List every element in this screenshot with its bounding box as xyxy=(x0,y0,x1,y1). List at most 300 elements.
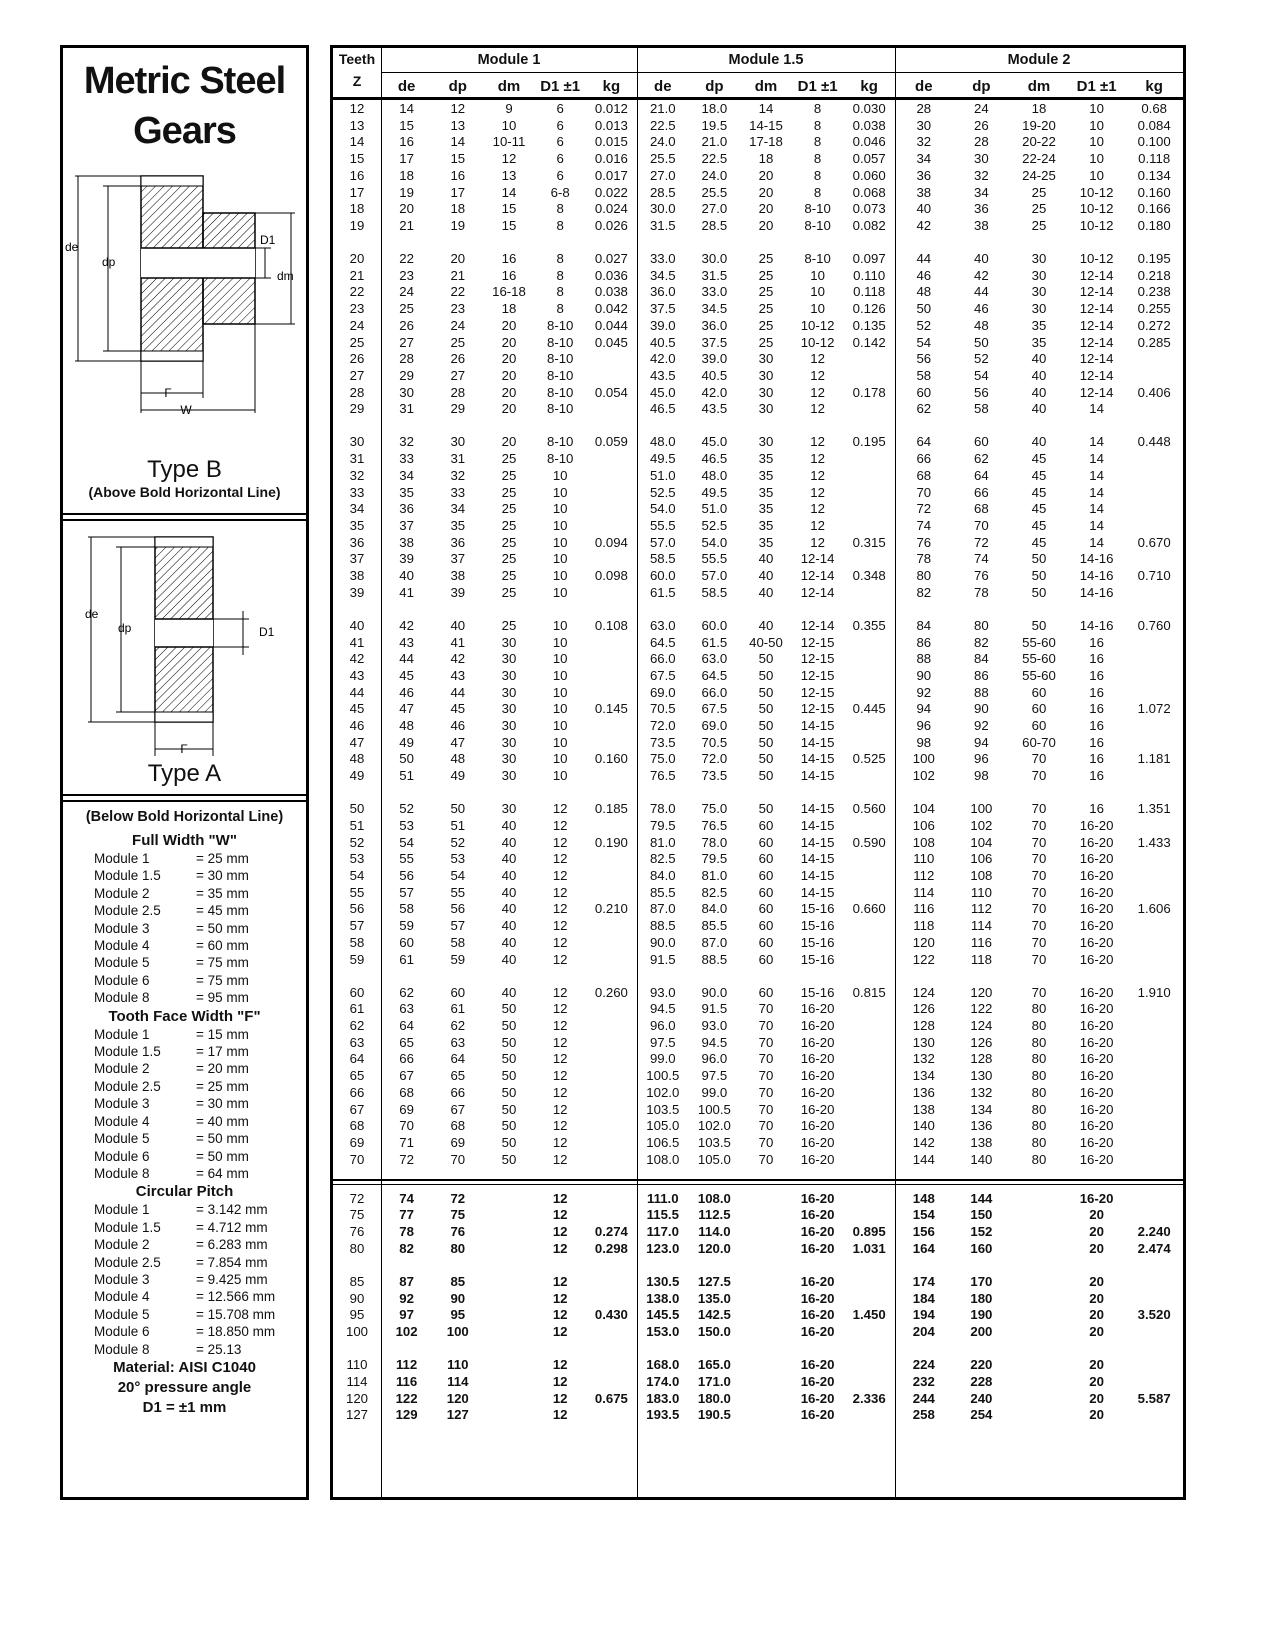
table-cell: 0.195 xyxy=(852,434,886,450)
table-cell: 1.072 xyxy=(1137,701,1171,717)
table-cell: 12 xyxy=(810,484,825,500)
fig-label-de: de xyxy=(85,607,99,621)
table-cell: 0.068 xyxy=(852,184,886,200)
table-row xyxy=(333,350,1183,368)
table-cell: 50 xyxy=(399,751,414,767)
table-cell: 70.5 xyxy=(701,734,728,750)
table-cell: 12-15 xyxy=(800,701,835,717)
table-cell: 50 xyxy=(1031,551,1047,567)
table-cell: 87 xyxy=(399,1273,414,1289)
table-cell: 0.098 xyxy=(594,568,628,583)
table-cell: 0.406 xyxy=(1137,384,1171,400)
table-cell: 69 xyxy=(450,1134,466,1150)
table-cell: 88 xyxy=(974,684,989,700)
teeth-cell: 80 xyxy=(349,1240,365,1256)
table-cell: 40 xyxy=(758,568,774,583)
bold-section-rule xyxy=(333,1179,1183,1181)
table-cell: 20 xyxy=(758,201,774,217)
teeth-cell: 22 xyxy=(349,284,365,300)
table-cell: 40 xyxy=(501,918,517,934)
table-row xyxy=(333,1101,1183,1119)
table-cell: 66.0 xyxy=(701,684,728,700)
module-name: Module 2 xyxy=(94,1061,150,1077)
table-row xyxy=(333,534,1183,552)
table-row xyxy=(333,984,1183,1002)
table-cell: 30 xyxy=(1031,284,1047,300)
table-cell: 36 xyxy=(916,167,932,183)
table-cell: 100.5 xyxy=(697,1101,731,1117)
table-cell: 0.016 xyxy=(594,151,628,167)
table-cell: 0.355 xyxy=(852,617,886,633)
table-cell: 16-20 xyxy=(800,1068,835,1084)
table-cell: 145.5 xyxy=(646,1307,680,1323)
module-header: Module 1.5 xyxy=(728,52,804,68)
table-cell: 60 xyxy=(758,851,774,867)
teeth-cell: 49 xyxy=(349,768,365,784)
table-cell: 65 xyxy=(399,1034,414,1050)
module-name: Module 3 xyxy=(94,920,150,936)
table-cell: 6-8 xyxy=(550,184,570,200)
table-cell: 16 xyxy=(501,251,517,266)
module-name: Module 3 xyxy=(94,1271,150,1287)
teeth-cell: 85 xyxy=(349,1273,365,1289)
table-cell: 70 xyxy=(1031,934,1047,950)
table-cell: 20 xyxy=(1089,1390,1104,1406)
table-cell: 6 xyxy=(556,101,564,116)
table-cell: 60 xyxy=(758,984,774,1000)
table-cell: 35 xyxy=(450,517,466,533)
column-header: kg xyxy=(1145,78,1163,95)
table-cell: 43 xyxy=(399,634,414,650)
table-cell: 25 xyxy=(758,317,774,333)
table-cell: 18 xyxy=(399,167,414,183)
table-cell: 30 xyxy=(1031,301,1047,317)
d1-tolerance: D1 = ±1 mm xyxy=(142,1398,227,1416)
module-name: Module 2.5 xyxy=(94,1078,161,1094)
table-cell: 62 xyxy=(450,1018,466,1033)
table-row xyxy=(333,934,1183,952)
table-cell: 258 xyxy=(912,1407,935,1423)
module-name: Module 8 xyxy=(94,1341,150,1357)
table-row xyxy=(333,1134,1183,1152)
table-cell: 120.0 xyxy=(697,1240,731,1256)
table-cell: 84 xyxy=(916,617,932,633)
table-cell: 0.348 xyxy=(852,568,886,583)
table-cell: 50 xyxy=(501,1118,517,1134)
teeth-cell: 48 xyxy=(349,751,365,767)
table-cell: 59 xyxy=(450,951,466,967)
table-cell: 40 xyxy=(501,884,517,900)
table-cell: 14-15 xyxy=(749,117,783,133)
table-cell: 24 xyxy=(450,317,466,333)
table-cell: 80 xyxy=(1031,1051,1047,1067)
table-cell: 98 xyxy=(916,734,932,750)
table-row xyxy=(333,133,1183,151)
table-cell: 0.022 xyxy=(594,184,628,200)
table-cell: 25.5 xyxy=(701,184,728,200)
teeth-cell: 66 xyxy=(349,1084,365,1100)
table-cell: 60 xyxy=(758,918,774,934)
table-cell: 56 xyxy=(916,351,932,367)
table-cell: 22.5 xyxy=(701,151,728,167)
table-cell: 88.5 xyxy=(701,951,728,967)
divider xyxy=(63,519,306,521)
table-cell: 18 xyxy=(450,201,466,217)
table-cell: 30 xyxy=(501,801,517,817)
table-cell: 16-20 xyxy=(1079,1101,1114,1117)
table-cell: 10 xyxy=(552,584,568,600)
module-name: Module 6 xyxy=(94,1324,150,1340)
table-cell: 14-16 xyxy=(1079,584,1114,600)
table-cell: 63.0 xyxy=(701,651,728,667)
table-cell: 16-20 xyxy=(1079,1151,1114,1167)
table-cell: 12-14 xyxy=(1079,267,1114,283)
table-cell: 40.5 xyxy=(649,334,676,350)
table-cell: 25 xyxy=(758,267,774,283)
table-cell: 39 xyxy=(399,551,414,567)
table-cell: 97 xyxy=(399,1307,414,1323)
table-cell: 0.094 xyxy=(594,534,628,550)
table-cell: 60 xyxy=(758,934,774,950)
table-cell: 24 xyxy=(399,284,414,300)
table-cell: 190.5 xyxy=(697,1407,731,1423)
table-cell: 31 xyxy=(450,451,466,467)
table-cell: 55-60 xyxy=(1022,651,1056,667)
table-cell: 70 xyxy=(758,1118,774,1134)
table-cell: 10-11 xyxy=(492,134,526,150)
table-cell: 118 xyxy=(970,951,992,967)
type-a-gear-diagram xyxy=(63,531,306,766)
table-cell: 106.5 xyxy=(646,1134,680,1150)
table-cell: 110 xyxy=(913,851,935,867)
table-cell: 52 xyxy=(450,834,466,850)
teeth-cell: 15 xyxy=(349,151,365,167)
table-cell: 30.0 xyxy=(701,251,728,266)
table-cell: 96.0 xyxy=(701,1051,728,1067)
table-row xyxy=(333,267,1183,285)
table-cell: 0.017 xyxy=(594,167,628,183)
table-cell: 105.0 xyxy=(646,1118,680,1134)
table-row xyxy=(333,317,1183,335)
teeth-cell: 69 xyxy=(349,1134,365,1150)
table-cell: 76 xyxy=(916,534,932,550)
table-cell: 16-20 xyxy=(1079,1118,1114,1134)
table-cell: 16-20 xyxy=(1079,834,1114,850)
table-cell: 61.5 xyxy=(701,634,728,650)
table-cell: 20 xyxy=(1089,1207,1104,1223)
table-cell: 0.190 xyxy=(594,834,628,850)
table-cell: 84.0 xyxy=(701,901,728,917)
table-row xyxy=(333,1240,1183,1258)
table-cell: 18 xyxy=(501,301,517,317)
table-cell: 14 xyxy=(1089,534,1104,550)
table-cell: 36.0 xyxy=(649,284,676,300)
table-cell: 12 xyxy=(810,351,825,367)
module-name: Module 4 xyxy=(94,938,150,954)
table-cell: 190 xyxy=(970,1307,993,1323)
table-cell: 20 xyxy=(501,434,517,450)
table-cell: 72 xyxy=(399,1151,414,1167)
table-cell: 16-20 xyxy=(800,1018,835,1033)
table-cell: 25 xyxy=(501,467,517,483)
table-cell: 30 xyxy=(1031,251,1047,266)
table-cell: 44 xyxy=(399,651,414,667)
table-cell: 8-10 xyxy=(804,217,831,233)
teeth-cell: 62 xyxy=(349,1018,365,1033)
table-cell: 60-70 xyxy=(1022,734,1056,750)
table-row xyxy=(333,917,1183,935)
table-cell: 58.5 xyxy=(701,584,728,600)
table-cell: 47 xyxy=(399,701,414,717)
table-cell: 12 xyxy=(552,1068,568,1084)
table-cell: 104 xyxy=(912,801,935,817)
table-cell: 15-16 xyxy=(800,984,835,1000)
table-cell: 82.5 xyxy=(701,884,728,900)
table-cell: 70 xyxy=(399,1118,414,1134)
table-cell: 55-60 xyxy=(1022,667,1056,683)
table-cell: 10 xyxy=(552,484,568,500)
teeth-cell: 68 xyxy=(349,1118,365,1134)
table-cell: 10 xyxy=(552,534,568,550)
table-cell: 68 xyxy=(916,467,932,483)
table-cell: 10 xyxy=(552,667,568,683)
table-cell: 224 xyxy=(912,1357,935,1373)
table-cell: 60 xyxy=(758,817,774,833)
table-cell: 164 xyxy=(912,1240,935,1256)
table-cell: 171.0 xyxy=(697,1373,731,1389)
table-cell: 0.525 xyxy=(852,751,886,767)
face-width-item xyxy=(63,1078,306,1095)
table-cell: 156 xyxy=(912,1224,935,1240)
table-cell: 13 xyxy=(501,167,517,183)
table-cell: 5.587 xyxy=(1137,1390,1171,1406)
table-cell: 12 xyxy=(810,434,825,450)
table-cell: 17 xyxy=(450,184,466,200)
table-row xyxy=(333,1000,1183,1018)
table-cell: 76.5 xyxy=(701,817,728,833)
table-cell: 28 xyxy=(450,384,466,400)
table-cell: 60 xyxy=(758,868,774,883)
table-cell: 16-20 xyxy=(800,1084,835,1100)
table-cell: 92 xyxy=(399,1290,414,1306)
table-cell: 92 xyxy=(974,718,989,733)
table-cell: 72 xyxy=(916,501,932,517)
table-cell: 254 xyxy=(970,1407,993,1423)
module-name: Module 2.5 xyxy=(94,1254,161,1270)
table-cell: 70 xyxy=(758,1134,774,1150)
table-cell: 15-16 xyxy=(800,901,835,917)
table-cell: 10-12 xyxy=(1079,217,1114,233)
table-cell: 79.5 xyxy=(649,817,676,833)
table-cell: 47 xyxy=(450,734,466,750)
table-cell: 0.084 xyxy=(1137,117,1171,133)
table-row xyxy=(333,167,1183,185)
table-cell: 58 xyxy=(399,901,414,917)
table-cell: 16 xyxy=(501,267,517,283)
module-value: = 25 mm xyxy=(196,851,249,866)
table-cell: 114 xyxy=(970,918,992,934)
table-cell: 23 xyxy=(399,267,414,283)
table-cell: 18 xyxy=(1031,101,1047,116)
table-row xyxy=(333,717,1183,735)
table-cell: 45.0 xyxy=(701,434,728,450)
table-cell: 20 xyxy=(1089,1373,1104,1389)
pitch-item xyxy=(63,1201,306,1218)
table-cell: 0.073 xyxy=(852,201,886,217)
table-cell: 57.0 xyxy=(649,534,676,550)
table-cell: 35 xyxy=(758,451,774,467)
table-cell: 0.218 xyxy=(1137,267,1171,283)
table-cell: 52.5 xyxy=(701,517,728,533)
table-cell: 129 xyxy=(395,1407,418,1423)
teeth-cell: 60 xyxy=(349,984,365,1000)
table-cell: 8 xyxy=(556,267,564,283)
table-cell: 39.0 xyxy=(701,351,728,367)
table-cell: 74 xyxy=(974,551,989,567)
table-cell: 70 xyxy=(1031,834,1047,850)
table-cell: 78 xyxy=(916,551,932,567)
table-cell: 8-10 xyxy=(546,351,574,367)
table-cell: 40-50 xyxy=(749,634,783,650)
table-cell: 71 xyxy=(399,1134,414,1150)
table-cell: 14-15 xyxy=(800,768,835,784)
table-cell: 9 xyxy=(505,101,513,116)
table-cell: 16 xyxy=(1089,768,1104,784)
table-cell: 35 xyxy=(1031,334,1047,350)
face-width-item xyxy=(63,1043,306,1060)
table-cell: 82 xyxy=(916,584,932,600)
table-cell: 12 xyxy=(552,1051,568,1067)
table-cell: 16-20 xyxy=(1079,901,1114,917)
table-cell: 194 xyxy=(912,1307,935,1323)
table-row xyxy=(333,100,1183,118)
table-cell: 0.185 xyxy=(594,801,628,817)
table-cell: 40 xyxy=(1031,384,1047,400)
table-cell: 25 xyxy=(501,568,517,583)
module-value: = 75 mm xyxy=(196,955,249,971)
teeth-cell: 67 xyxy=(349,1101,365,1117)
table-cell: 58 xyxy=(916,367,932,383)
table-cell: 26 xyxy=(974,117,989,133)
table-cell: 15 xyxy=(501,201,517,217)
table-cell: 126 xyxy=(970,1034,993,1050)
table-cell: 25 xyxy=(501,584,517,600)
column-header: dm xyxy=(497,78,521,95)
column-header: de xyxy=(397,78,416,95)
fig-label-w: W xyxy=(180,403,192,417)
table-cell: 90 xyxy=(916,667,932,683)
table-cell: 44 xyxy=(974,284,989,300)
table-cell: 35 xyxy=(758,534,774,550)
table-cell: 88 xyxy=(916,651,932,667)
table-cell: 54.0 xyxy=(701,534,728,550)
table-cell: 17 xyxy=(399,151,414,167)
table-cell: 0.815 xyxy=(852,984,886,1000)
table-cell: 100 xyxy=(912,751,935,767)
table-cell: 12 xyxy=(810,517,825,533)
table-cell: 40 xyxy=(1031,351,1047,367)
table-cell: 70 xyxy=(450,1151,466,1167)
teeth-cell: 28 xyxy=(349,384,365,400)
table-row xyxy=(333,200,1183,218)
module-name: Module 2.5 xyxy=(94,903,161,919)
table-cell: 160 xyxy=(970,1240,993,1256)
fig-label-de: de xyxy=(65,240,79,254)
table-cell: 142 xyxy=(912,1134,935,1150)
table-row xyxy=(333,1223,1183,1241)
table-cell: 36.0 xyxy=(701,317,728,333)
table-cell: 0.110 xyxy=(853,267,886,283)
table-cell: 86 xyxy=(974,667,989,683)
table-cell: 30 xyxy=(501,734,517,750)
module-value: = 18.850 mm xyxy=(196,1324,276,1340)
table-cell: 55 xyxy=(450,884,466,900)
table-cell: 8-10 xyxy=(546,317,574,333)
table-cell: 28 xyxy=(916,101,932,116)
table-cell: 14-15 xyxy=(800,884,835,900)
pressure-angle: 20° pressure angle xyxy=(117,1378,252,1396)
table-cell: 50 xyxy=(758,684,774,700)
table-cell: 12 xyxy=(552,1118,568,1134)
teeth-cell: 17 xyxy=(349,184,365,200)
table-cell: 124 xyxy=(912,984,935,1000)
table-cell: 45 xyxy=(1031,467,1047,483)
teeth-cell: 90 xyxy=(349,1290,365,1306)
table-cell: 14-15 xyxy=(800,751,835,767)
table-cell: 24-25 xyxy=(1022,167,1056,183)
pitch-item xyxy=(63,1341,306,1358)
table-cell: 12-15 xyxy=(800,684,835,700)
full-width-list xyxy=(63,850,306,1007)
module-value: = 9.425 mm xyxy=(196,1271,268,1287)
table-cell: 55.5 xyxy=(649,517,676,533)
table-cell: 8 xyxy=(813,117,822,133)
table-cell: 126 xyxy=(912,1001,935,1017)
table-cell: 48.0 xyxy=(701,467,728,483)
table-cell: 20 xyxy=(450,251,466,266)
table-cell: 112 xyxy=(970,901,992,917)
teeth-cell: 44 xyxy=(349,684,365,700)
full-width-item xyxy=(63,867,306,884)
table-cell: 130.5 xyxy=(646,1273,680,1289)
table-cell: 64 xyxy=(916,434,932,450)
table-cell: 10 xyxy=(810,301,825,317)
table-cell: 27.0 xyxy=(649,167,676,183)
table-cell: 19 xyxy=(399,184,414,200)
table-cell: 74 xyxy=(916,517,932,533)
table-cell: 40.5 xyxy=(701,367,728,383)
table-cell: 25 xyxy=(758,284,774,300)
table-cell: 60 xyxy=(974,434,989,450)
face-width-list xyxy=(63,1026,306,1183)
table-cell: 15 xyxy=(399,117,414,133)
table-cell: 14-15 xyxy=(800,801,835,817)
teeth-cell: 19 xyxy=(349,217,365,233)
table-cell: 12 xyxy=(810,401,825,417)
table-cell: 79.5 xyxy=(701,851,728,867)
table-cell: 12 xyxy=(552,851,568,867)
table-cell: 54 xyxy=(974,367,989,383)
column-header: dp xyxy=(972,78,991,95)
table-cell: 0.760 xyxy=(1137,617,1171,633)
table-cell: 118 xyxy=(913,918,935,934)
table-cell: 70 xyxy=(758,1068,774,1084)
table-cell: 28.5 xyxy=(649,184,676,200)
full-width-item xyxy=(63,920,306,937)
page-title-line1: Metric Steel xyxy=(83,60,286,102)
table-cell: 51.0 xyxy=(701,501,728,517)
table-cell: 30 xyxy=(501,718,517,733)
